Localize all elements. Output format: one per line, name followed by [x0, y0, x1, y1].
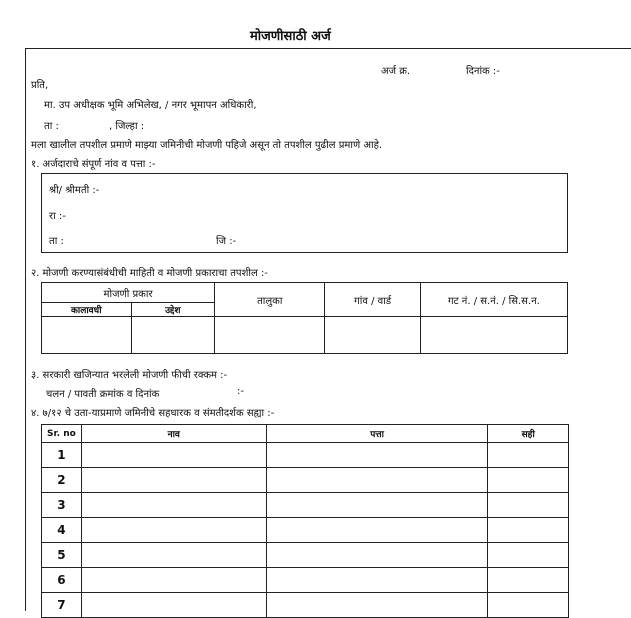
col-sr-no: Sr. no: [42, 425, 82, 443]
survey-no-header: गट नं. / स.नं. / सि.स.न.: [420, 283, 567, 317]
challan-separator: :-: [237, 386, 244, 397]
address-cell[interactable]: [266, 518, 488, 543]
address-cell[interactable]: [266, 593, 488, 618]
name-cell[interactable]: [81, 493, 266, 518]
col-name: नाव: [81, 425, 266, 443]
row-number: 5: [42, 543, 82, 568]
row-number: 6: [42, 568, 82, 593]
survey-no-cell[interactable]: [420, 317, 567, 354]
date-label: दिनांक :-: [466, 66, 500, 77]
intro-text: मला खालील तपशील प्रमाणे माझ्या जमिनीची मोजणी पहिजे असून तो तपशील पुढील प्रमाणे आहे.: [31, 140, 383, 151]
address-cell[interactable]: [266, 493, 488, 518]
table-row: [42, 593, 569, 618]
table-row: [42, 443, 569, 468]
duration-header: कालावधी: [42, 303, 132, 317]
row-number: 1: [42, 443, 82, 468]
addressee-taluka-label: ता :: [44, 121, 59, 132]
signature-cell[interactable]: [488, 443, 569, 468]
signature-cell[interactable]: [488, 493, 569, 518]
signature-cell[interactable]: [488, 518, 569, 543]
name-cell[interactable]: [81, 568, 266, 593]
table-row: [42, 468, 569, 493]
applicant-residence-label: रा :-: [49, 211, 66, 222]
section2-heading: २. मोजणी करण्यासंबंधीची माहिती व मोजणी प्रकाराचा तपशील :-: [31, 268, 268, 279]
section1-heading: १. अर्जदाराचे संपूर्ण नांव व पत्ता :-: [31, 159, 156, 170]
row-number: 7: [42, 593, 82, 618]
village-cell[interactable]: [325, 317, 420, 354]
form-frame-left: [25, 48, 26, 611]
addressee-district-label: , जिल्हा :: [109, 121, 145, 132]
address-cell[interactable]: [266, 568, 488, 593]
name-cell[interactable]: [81, 443, 266, 468]
name-cell[interactable]: [81, 543, 266, 568]
signature-cell[interactable]: [488, 593, 569, 618]
name-cell[interactable]: [81, 518, 266, 543]
table-row: [42, 518, 569, 543]
address-cell[interactable]: [266, 443, 488, 468]
page-title: मोजणीसाठी अर्ज: [250, 29, 331, 44]
row-number: 2: [42, 468, 82, 493]
applicant-district-label: जि :-: [216, 236, 237, 247]
survey-details-table: [41, 282, 568, 354]
table-row: [42, 543, 569, 568]
section4-heading: ४. ७/१२ चे उता-याप्रमाणे जमिनीचे सहधारक व संमतीदर्शक सह्या :-: [31, 408, 275, 419]
purpose-cell[interactable]: [131, 317, 215, 354]
row-number: 3: [42, 493, 82, 518]
application-no-label: अर्ज क्र.: [381, 66, 411, 77]
survey-type-header: मोजणी प्रकार: [42, 283, 215, 303]
applicant-taluka-label: ता :: [49, 236, 64, 247]
duration-cell[interactable]: [42, 317, 132, 354]
signature-cell[interactable]: [488, 568, 569, 593]
addressee-officer: मा. उप अधीक्षक भूमि अभिलेख, / नगर भूमापन अधिकारी,: [44, 100, 257, 111]
col-signature: सही: [488, 425, 569, 443]
table-row: [42, 493, 569, 518]
signature-cell[interactable]: [488, 543, 569, 568]
applicant-name-label: श्री/ श्रीमती :-: [49, 185, 100, 196]
address-cell[interactable]: [266, 543, 488, 568]
taluka-header: तालुका: [215, 283, 325, 317]
applicant-box: [41, 173, 568, 253]
addressee-to: प्रति,: [31, 80, 49, 91]
purpose-header: उद्देश: [131, 303, 215, 317]
row-number: 4: [42, 518, 82, 543]
section3-heading: ३. सरकारी खजिन्यात भरलेली मोजणी फीची रक्कम :-: [31, 370, 228, 381]
coholders-table: [41, 424, 569, 618]
address-cell[interactable]: [266, 468, 488, 493]
signature-cell[interactable]: [488, 468, 569, 493]
taluka-cell[interactable]: [215, 317, 325, 354]
challan-label: चलन / पावती क्रमांक व दिनांक: [46, 389, 160, 400]
name-cell[interactable]: [81, 593, 266, 618]
village-header: गांव / वार्ड: [325, 283, 420, 317]
col-address: पत्ता: [266, 425, 488, 443]
form-frame-top: [25, 48, 631, 49]
table-row: [42, 568, 569, 593]
name-cell[interactable]: [81, 468, 266, 493]
